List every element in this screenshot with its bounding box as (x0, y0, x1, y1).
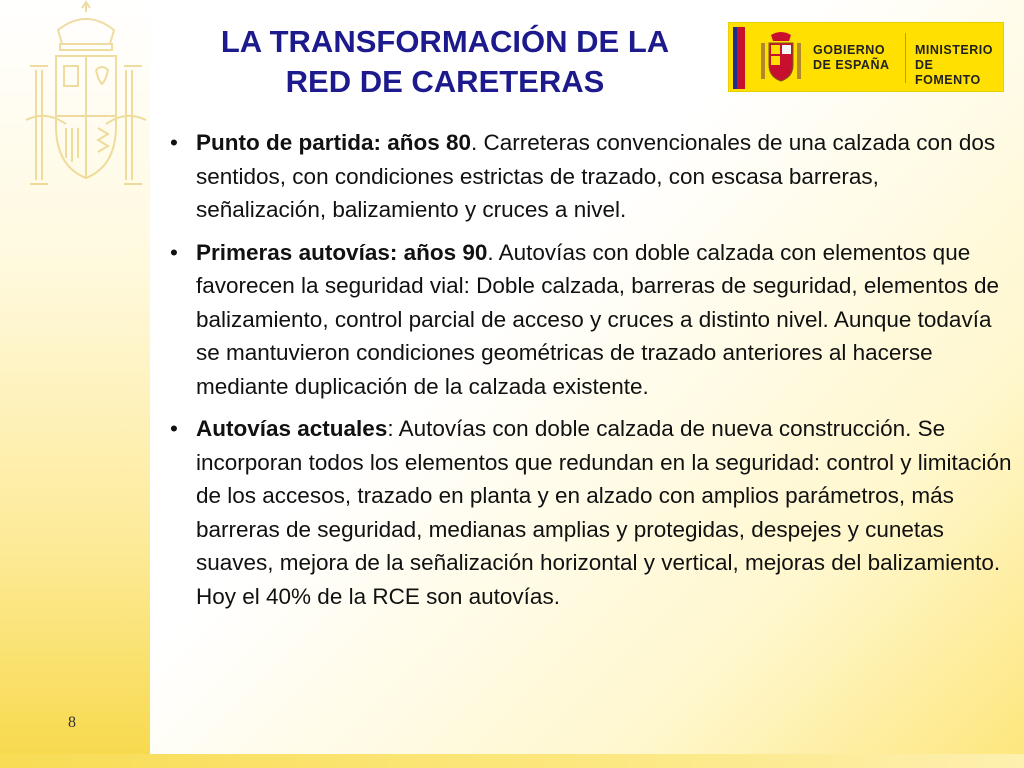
slide-number: 8 (68, 714, 76, 731)
bullet-1-text: . Carreteras convencionales de una calzada con dos sentidos, con condiciones estrictas de trazado, con escasa barreras, señalización, balizamiento y cruces a nivel. (196, 130, 996, 222)
coat-of-arms-watermark-icon (22, 0, 150, 215)
gobierno-ministerio-logo (728, 22, 1004, 92)
slide-title (180, 22, 710, 102)
ministerio-line-1: MINISTERIO (915, 43, 993, 57)
gobierno-line-1: GOBIERNO (813, 43, 886, 57)
bullet-3-lead: Autovías actuales (196, 416, 388, 441)
bullet-dot-icon: • (170, 130, 178, 155)
bullet-item-1 (170, 126, 1015, 227)
gobierno-line-2: DE ESPAÑA (813, 58, 890, 72)
eu-stars-stripe-icon (733, 27, 737, 89)
slide-title-line-2: RED DE CARETERAS (285, 64, 605, 99)
bullet-2-text: . Autovías con doble calzada con elementos que favorecen la seguridad vial: Doble calzada, barreras de seguridad, elementos de balizamiento, control parcial de acceso y cruces a distinto nivel. Aunque todavía se mantuvieron condiciones geométricas de trazado anteriores al hacerse mediante duplicación de la calzada existente. (196, 239, 999, 399)
ministerio-de-fomento-label (915, 43, 1003, 88)
bullet-item-3 (170, 412, 1015, 613)
slide-title-line-1: LA TRANSFORMACIÓN DE LA (220, 24, 670, 59)
bullet-dot-icon: • (170, 239, 178, 265)
flag-yellow-stripe (745, 27, 751, 89)
bullet-dot-icon: • (170, 416, 178, 441)
spanish-coat-of-arms-icon (759, 31, 803, 85)
ministerio-line-2: DE FOMENTO (915, 58, 981, 87)
bullet-item-2 (170, 236, 1015, 404)
bullet-2-lead: Primeras autovías: años 90 (196, 239, 488, 265)
bullet-1-lead: Punto de partida: años 80 (196, 130, 472, 155)
logo-divider (905, 33, 906, 83)
gobierno-de-espana-label (813, 43, 890, 73)
bottom-decorative-strip (0, 754, 1024, 768)
bullet-3-text: : Autovías con doble calzada de nueva construcción. Se incorporan todos los elementos que redundan en la seguridad: control y limitación de los accesos, trazado en planta y en alzado con amplios parámetros, más barreras de seguridad, medianas amplias y protegidas, despejes y cunetas suaves, mejora de la señalización horizontal y vertical, mejoras del balizamiento. Hoy el 40% de la RCE son autovías. (196, 416, 1012, 609)
slide-body (170, 126, 1015, 622)
